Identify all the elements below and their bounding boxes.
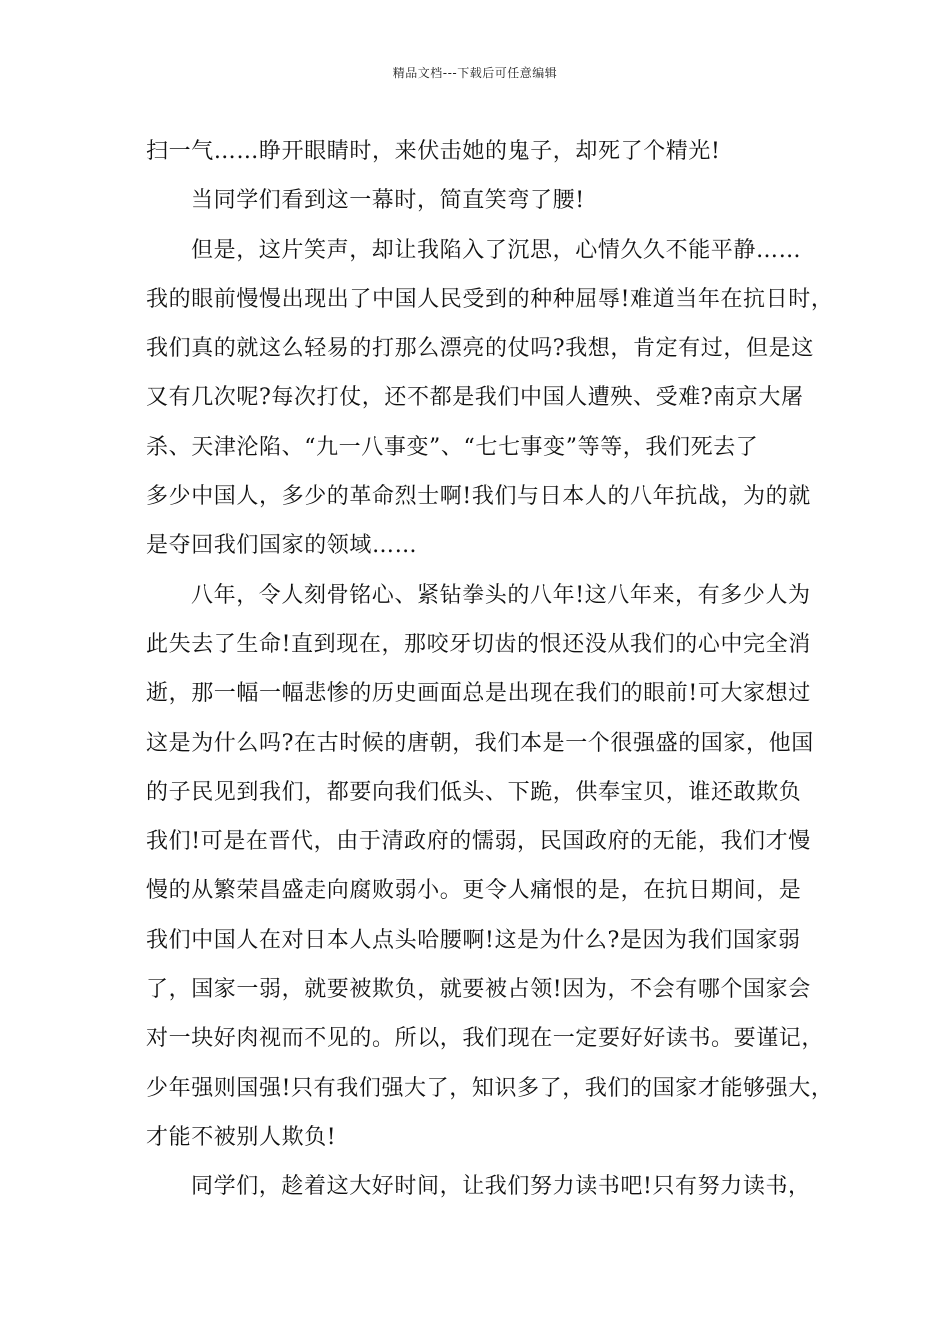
text-line: 我的眼前慢慢出现出了中国人民受到的种种屈辱!难道当年在抗日时， xyxy=(146,286,834,312)
text-line: 逝，那一幅一幅悲惨的历史画面总是出现在我们的眼前!可大家想过 xyxy=(146,681,811,707)
article-body xyxy=(146,127,834,1212)
text-line: 我们真的就这么轻易的打那么漂亮的仗吗?我想，肯定有过，但是这 xyxy=(146,336,814,362)
text-line: 才能不被别人欺负! xyxy=(146,1124,337,1150)
text-line: 多少中国人，多少的革命烈士啊!我们与日本人的八年抗战，为的就 xyxy=(146,484,811,510)
text-line: 杀、天津沦陷、“九一八事变”、“七七事变”等等，我们死去了 xyxy=(146,434,759,460)
text-line: 的子民见到我们，都要向我们低头、下跪，供奉宝贝，谁还敢欺负 xyxy=(146,779,802,805)
paragraph-continuation xyxy=(146,275,834,571)
paragraph xyxy=(146,127,826,176)
paragraph xyxy=(146,226,826,275)
paragraph xyxy=(146,176,826,225)
text-line: 我们中国人在对日本人点头哈腰啊!这是为什么?是因为我们国家弱 xyxy=(146,927,801,953)
text-line: 但是，这片笑声，却让我陷入了沉思，心情久久不能平静…… xyxy=(191,237,802,263)
text-line: 当同学们看到这一幕时，简直笑弯了腰! xyxy=(191,188,585,214)
text-line: 是夺回我们国家的领域…… xyxy=(146,533,418,559)
paragraph xyxy=(146,1162,826,1211)
text-line: 八年，令人刻骨铭心、紧钻拳头的八年!这八年来，有多少人为 xyxy=(191,582,811,608)
text-line: 扫一气……睁开眼睛时，来伏击她的鬼子，却死了个精光! xyxy=(146,139,721,164)
text-line: 了，国家一弱，就要被欺负，就要被占领!因为，不会有哪个国家会 xyxy=(146,977,811,1003)
page-header: 精品文档---下载后可任意编辑 xyxy=(392,66,558,80)
text-line: 又有几次呢?每次打仗，还不都是我们中国人遭殃、受难?南京大屠 xyxy=(146,385,804,411)
text-line: 少年强则国强!只有我们强大了，知识多了，我们的国家才能够强大， xyxy=(146,1075,834,1101)
text-line: 对一块好肉视而不见的。所以，我们现在一定要好好读书。要谨记， xyxy=(146,1026,825,1052)
text-line: 同学们，趁着这大好时间，让我们努力读书吧!只有努力读书， xyxy=(191,1174,811,1200)
paragraph xyxy=(146,571,826,620)
text-line: 慢的从繁荣昌盛走向腐败弱小。更令人痛恨的是，在抗日期间，是 xyxy=(146,878,802,904)
text-line: 我们!可是在晋代，由于清政府的懦弱，民国政府的无能，我们才慢 xyxy=(146,829,811,855)
text-line: 这是为什么吗?在古时候的唐朝，我们本是一个很强盛的国家，他国 xyxy=(146,730,814,756)
paragraph-continuation xyxy=(146,620,834,1162)
text-line: 此失去了生命!直到现在，那咬牙切齿的恨还没从我们的心中完全消 xyxy=(146,631,811,657)
